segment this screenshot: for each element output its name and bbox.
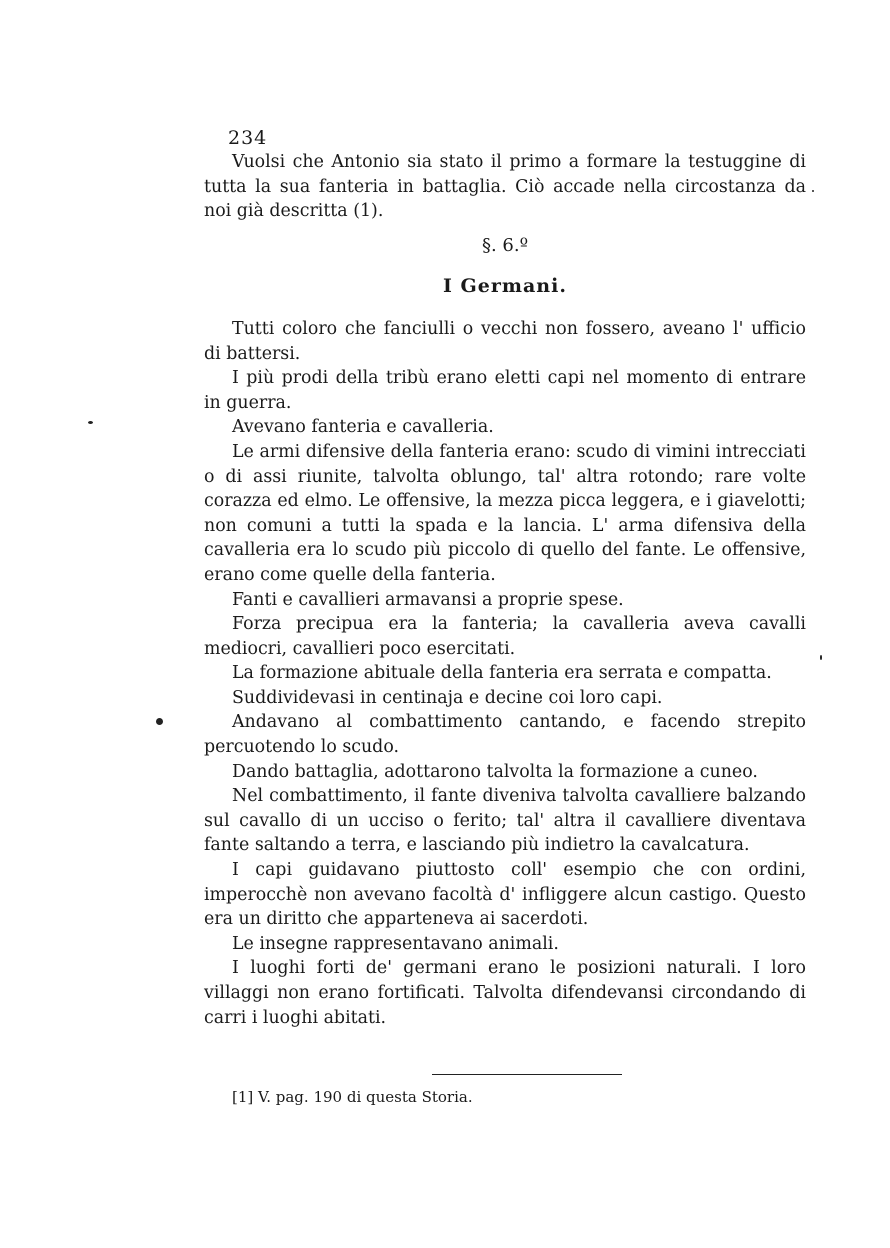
ink-speck-mark <box>820 655 822 660</box>
paragraph: Le insegne rappresentavano animali. <box>232 933 559 954</box>
ink-speck-mark <box>88 421 93 424</box>
intro-paragraph: Vuolsi che Antonio sia stato il primo a formare la testuggine di tutta la sua fanteria in battaglia. Ciò accade nella circostanza da noi già descritta (1). <box>204 152 806 222</box>
paragraph: Nel combattimento, il fante diveniva talvolta cavalliere balzando sul cavallo di un ucciso o ferito; tal' altra il cavalliere diventava fante saltando a terra, e lasciando più indietro la cavalcatura. <box>204 786 806 856</box>
ink-dot-mark <box>156 718 163 725</box>
paragraph: I luoghi forti de' germani erano le posizioni naturali. I loro villaggi non erano fortificati. Talvolta difendevansi circondando di carri i luoghi abitati. <box>204 958 806 1028</box>
paragraph: I capi guidavano piuttosto coll' esempio che con ordini, imperocchè non avevano facoltà d' infliggere alcun castigo. Questo era un diritto che apparteneva ai sacerdoti. <box>204 860 806 930</box>
paragraph: La formazione abituale della fanteria era serrata e compatta. <box>232 663 772 684</box>
main-text <box>204 150 806 1030</box>
paragraph: Avevano fanteria e cavalleria. <box>232 417 494 438</box>
paragraph: Suddividevasi in centinaja e decine coi loro capi. <box>232 687 663 708</box>
paragraph: Dando battaglia, adottarono talvolta la formazione a cuneo. <box>232 761 758 782</box>
ink-speck-mark <box>812 190 814 192</box>
paragraph: Andavano al combattimento cantando, e facendo strepito percuotendo lo scudo. <box>204 712 806 758</box>
paragraph: Tutti coloro che fanciulli o vecchi non fossero, aveano l' ufficio di battersi. <box>204 318 806 364</box>
section-number: §. 6.º <box>481 234 529 256</box>
paragraph: I più prodi della tribù erano eletti capi nel momento di entrare in guerra. <box>204 368 806 413</box>
footnote-divider <box>432 1074 622 1075</box>
paragraph: Forza precipua era la fanteria; la cavalleria aveva cavalli mediocri, cavallieri poco esercitati. <box>204 614 806 659</box>
paragraph: Fanti e cavallieri armavansi a proprie spese. <box>232 589 624 610</box>
paragraph: Le armi difensive della fanteria erano: scudo di vimini intrecciati o di assi riunite, talvolta oblungo, tal' altra rotondo; rare volte corazza ed elmo. Le offensive, la mezza picca leggera, e i giavelotti; non comuni a tutti la spada e la lancia. L' arma difensiva della cavalleria era lo scudo più piccolo di quello del fante. Le offensive, erano come quelle della fanteria. <box>204 441 806 585</box>
section-heading: I Germani. <box>443 275 567 298</box>
footnote: [1] V. pag. 190 di questa Storia. <box>232 1088 473 1106</box>
page-number: 234 <box>228 127 268 149</box>
